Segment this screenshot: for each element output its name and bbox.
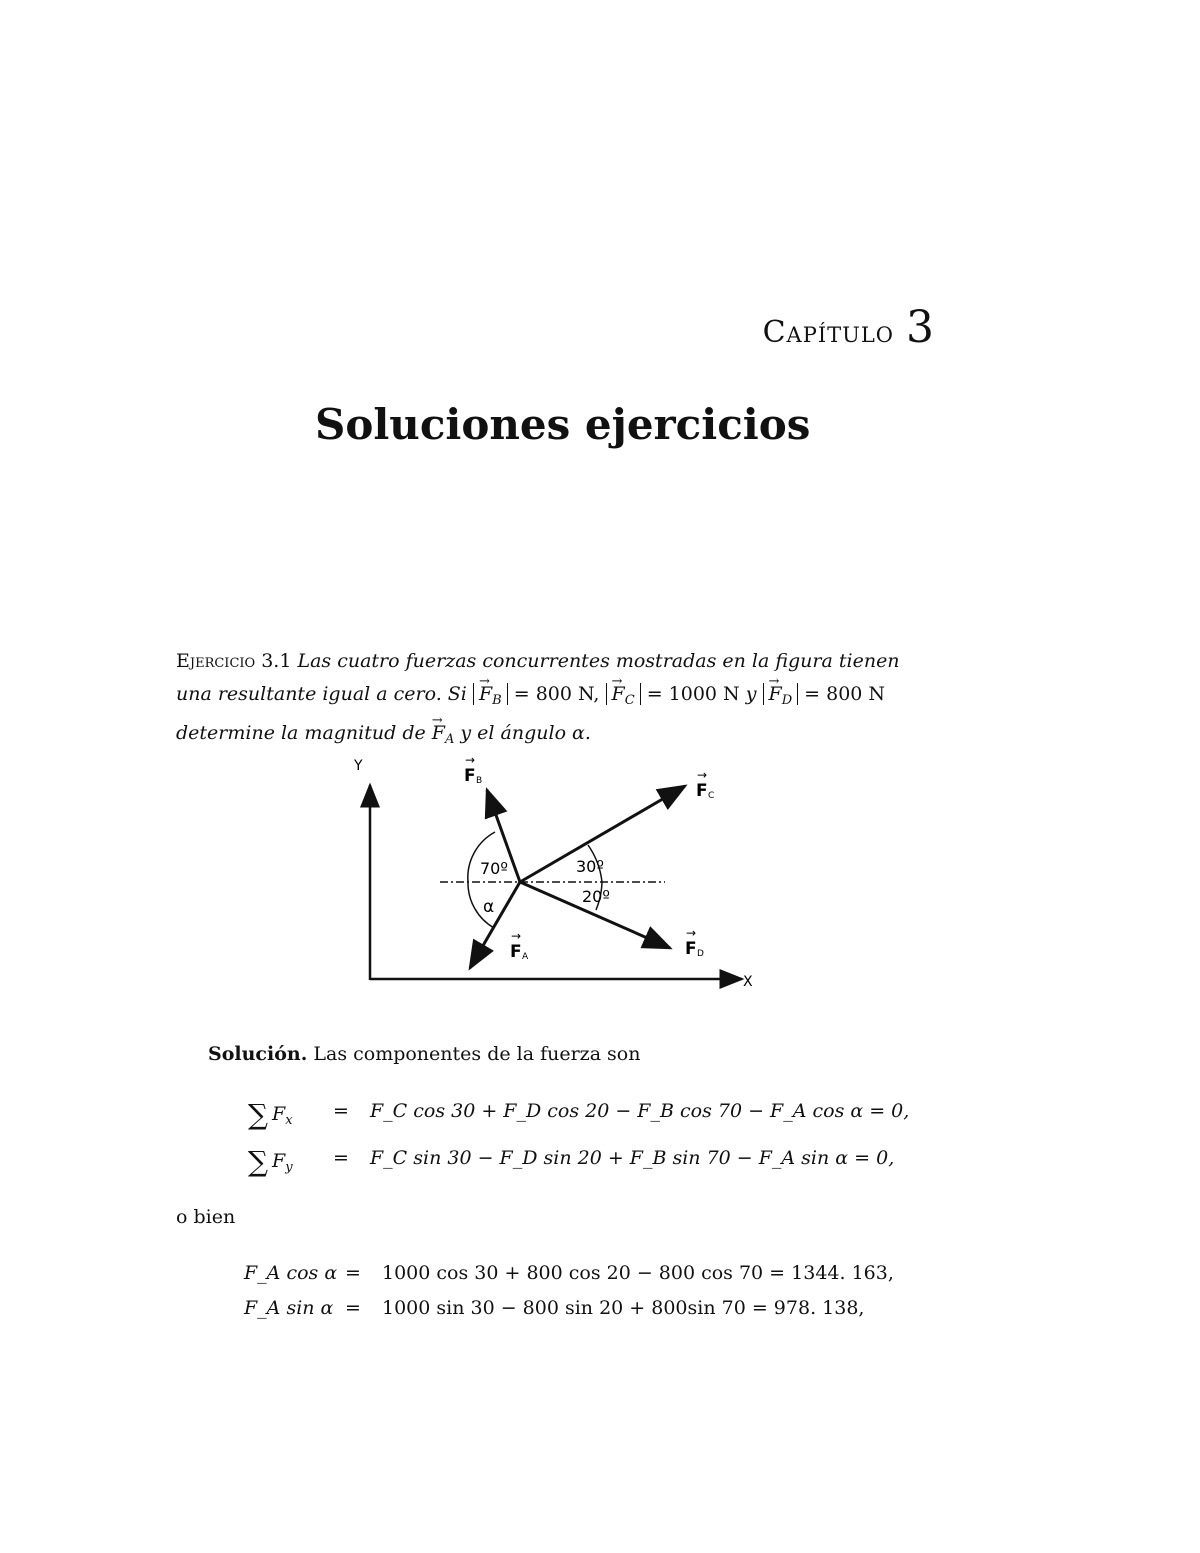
label-fd: F bbox=[685, 939, 697, 959]
chapter-number: 3 bbox=[906, 302, 935, 353]
y-axis-label: Y bbox=[354, 758, 363, 774]
equation-3-rhs: 1000 cos 30 + 800 cos 20 − 800 cos 70 = 1344. 163, bbox=[382, 1262, 894, 1284]
equation-2-rhs: F_C sin 30 − F_D sin 20 + F_B sin 70 − F_A sin α = 0, bbox=[370, 1147, 895, 1169]
equation-3-equals: = bbox=[345, 1262, 361, 1284]
label-fa: F bbox=[510, 942, 522, 962]
x-axis-label: X bbox=[743, 974, 753, 990]
equation-2-equals: = bbox=[333, 1147, 349, 1169]
label-fd-sub: D bbox=[697, 949, 704, 959]
exercise-statement bbox=[176, 645, 941, 756]
label-fd-arrow: → bbox=[686, 926, 697, 940]
page-title: Soluciones ejercicios bbox=[315, 400, 811, 449]
label-fc-arrow: → bbox=[697, 768, 708, 782]
label-fc: F bbox=[696, 781, 708, 801]
solution-intro bbox=[208, 1043, 641, 1065]
angle-70-label: 70º bbox=[480, 859, 508, 878]
chapter-label: Capítulo bbox=[762, 315, 894, 350]
equation-4-lhs: F_A sin α bbox=[244, 1297, 334, 1319]
exercise-line-3: determine la magnitud de → $F_A$ y el ángulo α. bbox=[176, 717, 941, 756]
equation-1-equals: = bbox=[333, 1100, 349, 1122]
force-diagram bbox=[340, 750, 780, 1000]
chapter-heading bbox=[763, 302, 935, 353]
fb-value: = 800 N, bbox=[513, 683, 600, 705]
angle-alpha-label: α bbox=[483, 897, 495, 917]
equation-4-rhs: 1000 sin 30 − 800 sin 20 + 800sin 70 = 978. 138, bbox=[382, 1297, 865, 1319]
exercise-text-2: una resultante igual a cero. Si bbox=[176, 683, 467, 705]
solution-heading: Solución. bbox=[208, 1043, 308, 1065]
fc-value: = 1000 N bbox=[646, 683, 740, 705]
y-word: y bbox=[745, 683, 757, 705]
fc-magnitude: → $F_C$ bbox=[606, 683, 641, 705]
exercise-text-3: determine la magnitud de bbox=[176, 722, 426, 744]
or-well-text: o bien bbox=[176, 1206, 236, 1228]
equation-4-equals: = bbox=[345, 1297, 361, 1319]
equation-2-lhs: ∑ $F_y$ bbox=[248, 1145, 293, 1178]
exercise-heading: Ejercicio 3.1 bbox=[176, 650, 292, 672]
fd-magnitude: → $F_D$ bbox=[763, 683, 799, 705]
equation-1-lhs: ∑ $F_x$ bbox=[248, 1098, 293, 1131]
label-fa-sub: A bbox=[522, 952, 529, 962]
fb-magnitude: → $F_B$ bbox=[473, 683, 508, 705]
solution-intro-text: Las componentes de la fuerza son bbox=[313, 1043, 641, 1065]
angle-30-label: 30º bbox=[576, 857, 604, 876]
exercise-text-4: y el ángulo α. bbox=[460, 722, 591, 744]
exercise-text-1: Las cuatro fuerzas concurrentes mostradas en la figura tienen bbox=[297, 650, 900, 672]
label-fa-arrow: → bbox=[511, 929, 522, 943]
fa-vector: → F bbox=[432, 717, 445, 750]
equation-3-lhs: F_A cos α bbox=[244, 1262, 338, 1284]
fd-value: = 800 N bbox=[804, 683, 886, 705]
exercise-line-2 bbox=[176, 678, 941, 717]
angle-20-label: 20º bbox=[582, 887, 610, 906]
exercise-line-1 bbox=[176, 645, 941, 678]
label-fb-sub: B bbox=[476, 776, 483, 786]
equation-1-rhs: F_C cos 30 + F_D cos 20 − F_B cos 70 − F_A cos α = 0, bbox=[370, 1100, 910, 1122]
label-fb: F bbox=[464, 766, 476, 786]
label-fc-sub: C bbox=[708, 791, 715, 801]
label-fb-arrow: → bbox=[465, 753, 476, 767]
